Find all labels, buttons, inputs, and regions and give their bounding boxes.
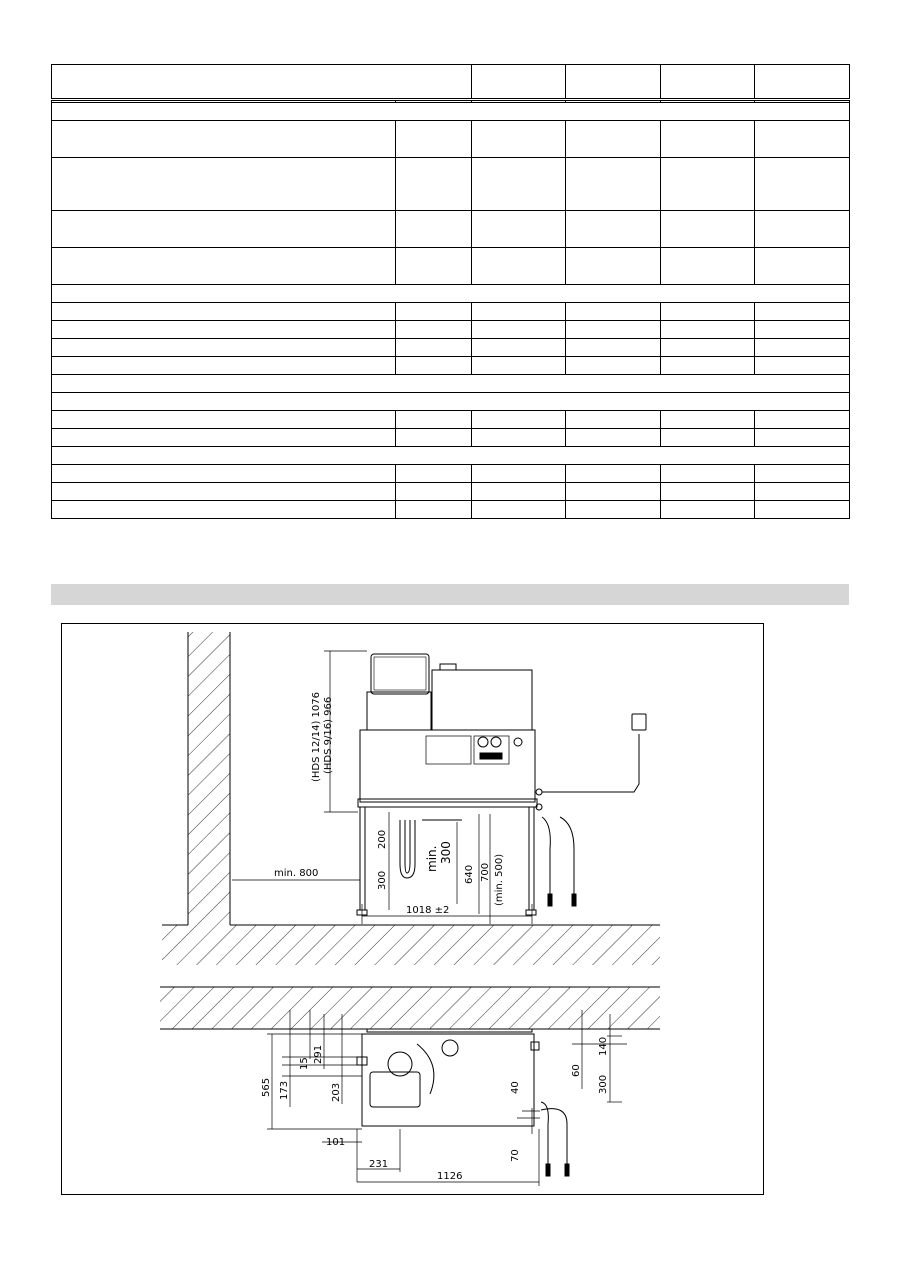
table-row [52,158,850,211]
table-section-row [52,393,850,411]
table-row [52,211,850,248]
section-heading-bar [51,584,849,605]
hose-clearance-value-label: 300 [439,841,453,864]
offset-101-label: 101 [326,1137,346,1148]
right-40-label: 40 [510,1081,521,1094]
depth-total-label: 565 [261,1077,272,1097]
table-row [52,339,850,357]
table-header-row [52,65,850,100]
length-total-label: 1126 [437,1171,463,1182]
wall-clearance-label: min. 800 [274,868,319,879]
right-300-label: 300 [598,1074,609,1094]
leg-upper-label: 200 [377,829,388,849]
right-140-label: 140 [598,1036,609,1056]
table-section-row [52,285,850,303]
width-label: 1018 ±2 [406,905,450,916]
leg-lower-label: 300 [377,870,388,890]
floor-height-min-label: (min. 500) [494,853,505,906]
floor-hatch [162,925,660,965]
hose-clearance-min-label: min. [425,845,439,872]
depth-291-label: 291 [313,1044,324,1064]
height-label-large: (HDS 12/14) 1076 [311,692,322,782]
ceiling-hatch [160,987,660,1029]
table-row [52,303,850,321]
offset-231-label: 231 [369,1159,389,1170]
table-row [52,321,850,339]
installation-dimensions-svg [62,624,763,1194]
right-60-label: 60 [571,1064,582,1077]
table-row [52,501,850,519]
table-section-row [52,103,850,121]
table-row [52,411,850,429]
height-label-small: (HDS 9/16) 966 [323,696,334,774]
right-70-label: 70 [510,1149,521,1162]
table-row [52,121,850,158]
frame-height-label: 640 [464,864,475,884]
installation-drawing [61,623,764,1195]
depth-173-label: 173 [279,1080,290,1100]
table-section-row [52,375,850,393]
table-row [52,483,850,501]
depth-203-label: 203 [331,1082,342,1102]
top-dimension-lines [267,1010,627,1186]
table-row [52,465,850,483]
floor-height-label: 700 [480,862,491,882]
machine-top-view [357,1029,569,1176]
wall-hatch [188,632,230,925]
table-row [52,248,850,285]
table-section-row [52,447,850,465]
technical-data-table [51,64,850,519]
depth-15-label: 15 [299,1057,310,1070]
table-row [52,357,850,375]
table-row [52,429,850,447]
